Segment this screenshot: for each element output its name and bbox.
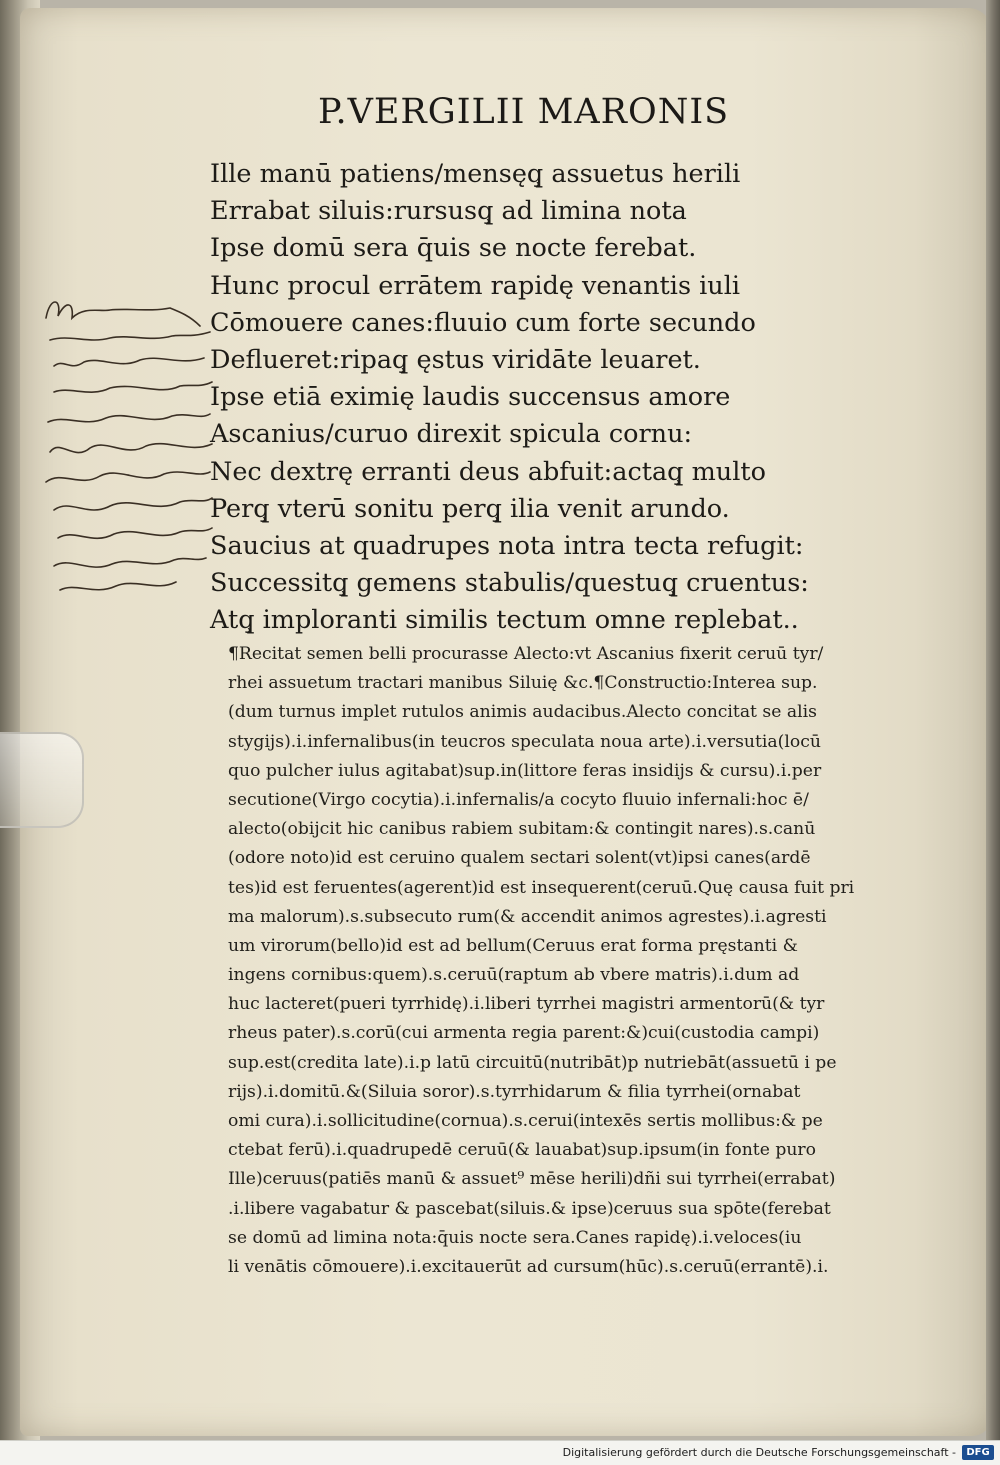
verse-line: Errabat siluis:rursusq̧ ad limina nota	[210, 196, 687, 227]
verse-line: Ipse domū sera q̄uis se nocte ferebat.	[210, 233, 697, 264]
commentary-block	[228, 640, 928, 1282]
commentary-line: rheus pater).s.corū(cui armenta regia parent:&)cui(custodia campi)	[228, 1023, 820, 1044]
verse-block	[210, 156, 890, 639]
commentary-line: (odore noto)id est ceruino qualem sectari solent(vt)ipsi canes(ardē	[228, 848, 811, 869]
verse-line: Cōmouere canes:fluuio cum forte secundo	[210, 307, 756, 338]
verse-line: Ille manū patiens/mensęq̧ assuetus herili	[210, 159, 741, 189]
commentary-line: ingens cornibus:quem).s.ceruū(raptum ab vbere matris).i.dum ad	[228, 965, 800, 986]
commentary-line: ¶Recitat semen belli procurasse Alecto:vt Ascanius fixerit ceruū tyr/	[228, 644, 824, 664]
verse-line: Hunc procul errātem rapidę venantis iuli	[210, 270, 741, 301]
commentary-line: Ille)ceruus(patiēs manū & assuet⁹ mēse herili)dñi sui tyrrhei(errabat)	[228, 1169, 836, 1190]
commentary-line: stygijs).i.infernalibus(in teucros speculata noua arte).i.versutia(locū	[228, 731, 821, 752]
commentary-line: sup.est(credita late).i.p latū circuitū(nutribāt)p nutriebāt(assuetū i pe	[228, 1052, 837, 1073]
verse-line: Nec dextrę erranti deus abfuit:actaq̧ multo	[210, 456, 766, 487]
verse-line: Perq̧ vterū sonitu perq̧ ilia venit arundo.	[210, 493, 730, 524]
running-head: P.VERGILII MARONIS	[318, 92, 730, 132]
commentary-line: li venātis cōmouere).i.excitauerūt ad cursum(hūc).s.ceruū(errantē).i.	[228, 1256, 829, 1277]
commentary-line: quo pulcher iulus agitabat)sup.in(littore feras insidijs & cursu).i.per	[228, 760, 822, 781]
commentary-line: ma malorum).s.subsecuto rum(& accendit animos agrestes).i.agresti	[228, 906, 827, 927]
verse-line: Saucius at quadrupes nota intra tecta refugit:	[210, 530, 804, 561]
commentary-line: secutione(Virgo cocytia).i.infernalis/a cocyto fluuio infernali:hoc ē/	[228, 789, 809, 810]
handwritten-marginalia	[40, 288, 220, 608]
verse-line: Ascanius/curuo direxit spicula cornu:	[210, 419, 693, 450]
verse-line: Deflueret:ripaq̧ ęstus viridāte leuaret.	[210, 344, 701, 375]
verse-line: Ipse etiā eximię laudis succensus amore	[210, 382, 731, 413]
commentary-line: um virorum(bello)id est ad bellum(Ceruus erat forma pręstanti &	[228, 935, 798, 956]
commentary-line: .i.libere vagabatur & pascebat(siluis.& ipse)ceruus sua spōte(ferebat	[228, 1198, 831, 1219]
dfg-logo-icon: DFG	[962, 1445, 994, 1460]
verse-line: Successitq̧ gemens stabulis/questuq̧ cruentus:	[210, 568, 809, 599]
commentary-line: alecto(obijcit hic canibus rabiem subitam:& contingit nares).s.canū	[228, 819, 816, 840]
commentary-line: se domū ad limina nota:q̄uis nocte sera.Canes rapidę).i.veloces(iu	[228, 1227, 802, 1248]
commentary-line: huc lacteret(pueri tyrrhidę).i.liberi tyrrhei magistri armentorū(& tyr	[228, 994, 825, 1015]
digitization-footer	[0, 1440, 1000, 1465]
page-clip	[0, 732, 84, 828]
page-edges-right	[986, 0, 1000, 1440]
commentary-line: omi cura).i.sollicitudine(cornua).s.cerui(intexēs sertis mollibus:& pe	[228, 1111, 823, 1131]
commentary-line: (dum turnus implet rutulos animis audacibus.Alecto concitat se alis	[228, 702, 817, 723]
commentary-line: ctebat ferū).i.quadrupedē ceruū(& lauabat)sup.ipsum(in fonte puro	[228, 1140, 816, 1161]
commentary-line: tes)id est feruentes(agerent)id est insequerent(ceruū.Quę causa fuit pri	[228, 877, 855, 898]
commentary-line: rijs).i.domitū.&(Siluia soror).s.tyrrhidarum & filia tyrrhei(ornabat	[228, 1081, 801, 1102]
funding-notice: Digitalisierung gefördert durch die Deutsche Forschungsgemeinschaft -	[562, 1446, 956, 1459]
verse-line: Atq̧ imploranti similis tectum omne replebat..	[210, 605, 799, 636]
commentary-line: rhei assuetum tractari manibus Siluię &c.¶Constructio:Interea sup.	[228, 673, 818, 694]
